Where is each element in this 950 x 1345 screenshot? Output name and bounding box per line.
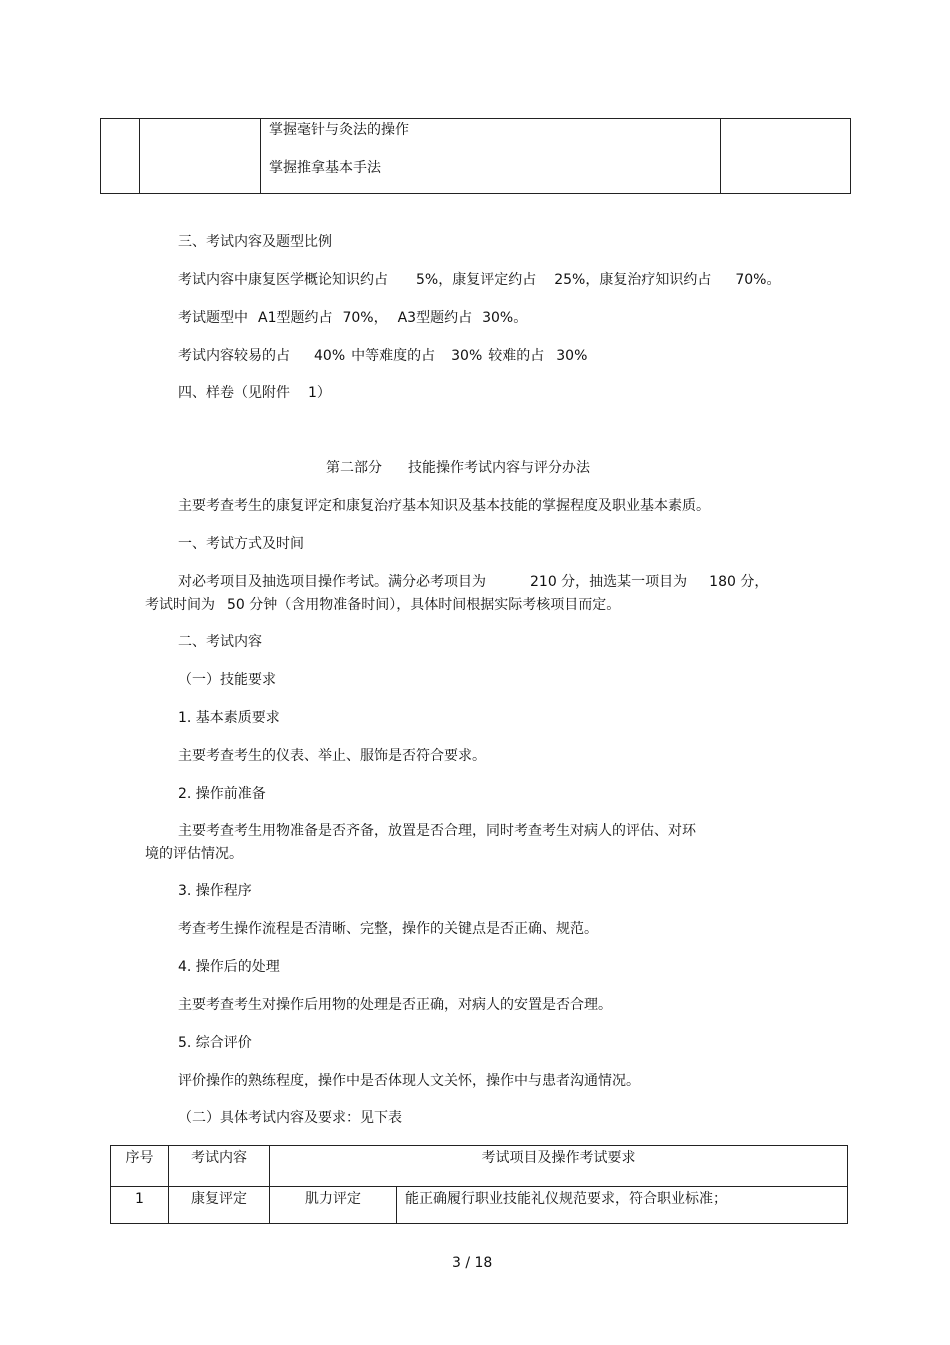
text-span: 第二部分 [326, 460, 382, 476]
table-cell [261, 119, 721, 194]
text-span: 1） [308, 385, 331, 401]
paragraph [178, 573, 768, 591]
table-line: 掌握推拿基本手法 [269, 160, 381, 176]
part-title [326, 459, 590, 477]
table-row [111, 1187, 848, 1224]
text-span: 5%，康复评定约占 [416, 272, 537, 288]
table-header: 考试内容 [169, 1146, 270, 1187]
text-span: 考试时间为 [145, 597, 215, 613]
requirements-table [110, 1145, 848, 1224]
text-span: 四、样卷（见附件 [178, 385, 290, 401]
table-cell: 能正确履行职业技能礼仪规范要求，符合职业标准； [397, 1187, 848, 1224]
paragraph [178, 271, 780, 289]
table-line: 掌握毫针与灸法的操作 [269, 122, 409, 138]
text-span: 40% [314, 348, 346, 364]
section-heading: 一、考试方式及时间 [178, 536, 304, 552]
text-span: 考试题型中 [178, 310, 248, 326]
text-span: 考试内容较易的占 [178, 348, 290, 364]
item-title: 4. 操作后的处理 [178, 959, 280, 975]
text-span: 30%。 [482, 310, 528, 326]
item-text: 主要考查考生的仪表、举止、服饰是否符合要求。 [178, 748, 486, 764]
text-span: 较难的占 [488, 348, 545, 364]
text-span: 70%。 [735, 272, 781, 288]
item-title: 2. 操作前准备 [178, 786, 266, 802]
subheading: （一）技能要求 [178, 672, 276, 688]
item-text: 评价操作的熟练程度，操作中是否体现人文关怀，操作中与患者沟通情况。 [178, 1073, 640, 1089]
item-text: 主要考查考生用物准备是否齐备，放置是否合理，同时考查考生对病人的评估、对环 [178, 823, 696, 839]
top-table [100, 118, 851, 194]
subheading: （二）具体考试内容及要求：见下表 [178, 1110, 402, 1126]
paragraph [178, 309, 527, 327]
item-text: 主要考查考生对操作后用物的处理是否正确，对病人的安置是否合理。 [178, 997, 612, 1013]
section-heading: 三、考试内容及题型比例 [178, 234, 332, 250]
table-cell: 1 [111, 1187, 169, 1224]
item-title: 5. 综合评价 [178, 1035, 252, 1051]
table-cell [140, 119, 261, 194]
paragraph [178, 347, 587, 365]
text-span: 25%，康复治疗知识约占 [554, 272, 712, 288]
text-span: 70%， [342, 310, 388, 326]
text-span: 技能操作考试内容与评分办法 [408, 460, 590, 476]
text-span: 30% [451, 348, 483, 364]
text-span: A3型题约占 [397, 310, 473, 326]
item-title: 3. 操作程序 [178, 883, 252, 899]
item-text: 境的评估情况。 [145, 846, 243, 862]
table-cell [101, 119, 140, 194]
table-cell: 康复评定 [169, 1187, 270, 1224]
text-span: A1型题约占 [258, 310, 333, 326]
text-span: 对必考项目及抽选项目操作考试。满分必考项目为 [178, 574, 486, 590]
table-cell: 肌力评定 [270, 1187, 397, 1224]
paragraph [145, 596, 620, 614]
text-span: 50 分钟（含用物准备时间），具体时间根据实际考核项目而定。 [227, 597, 621, 613]
section-heading [178, 384, 331, 402]
text-span: 30% [556, 348, 588, 364]
table-header: 序号 [111, 1146, 169, 1187]
table-cell [721, 119, 851, 194]
text-span: 210 分，抽选某一项目为 [530, 574, 688, 590]
paragraph: 主要考查考生的康复评定和康复治疗基本知识及基本技能的掌握程度及职业基本素质。 [178, 498, 710, 514]
text-span: 中等难度的占 [351, 348, 436, 364]
text-span: 考试内容中康复医学概论知识约占 [178, 272, 388, 288]
page-number: 3 / 18 [452, 1255, 493, 1271]
section-heading: 二、考试内容 [178, 634, 262, 650]
item-text: 考查考生操作流程是否清晰、完整，操作的关键点是否正确、规范。 [178, 921, 598, 937]
item-title: 1. 基本素质要求 [178, 710, 280, 726]
table-header: 考试项目及操作考试要求 [270, 1146, 848, 1187]
text-span: 180 分， [709, 574, 769, 590]
